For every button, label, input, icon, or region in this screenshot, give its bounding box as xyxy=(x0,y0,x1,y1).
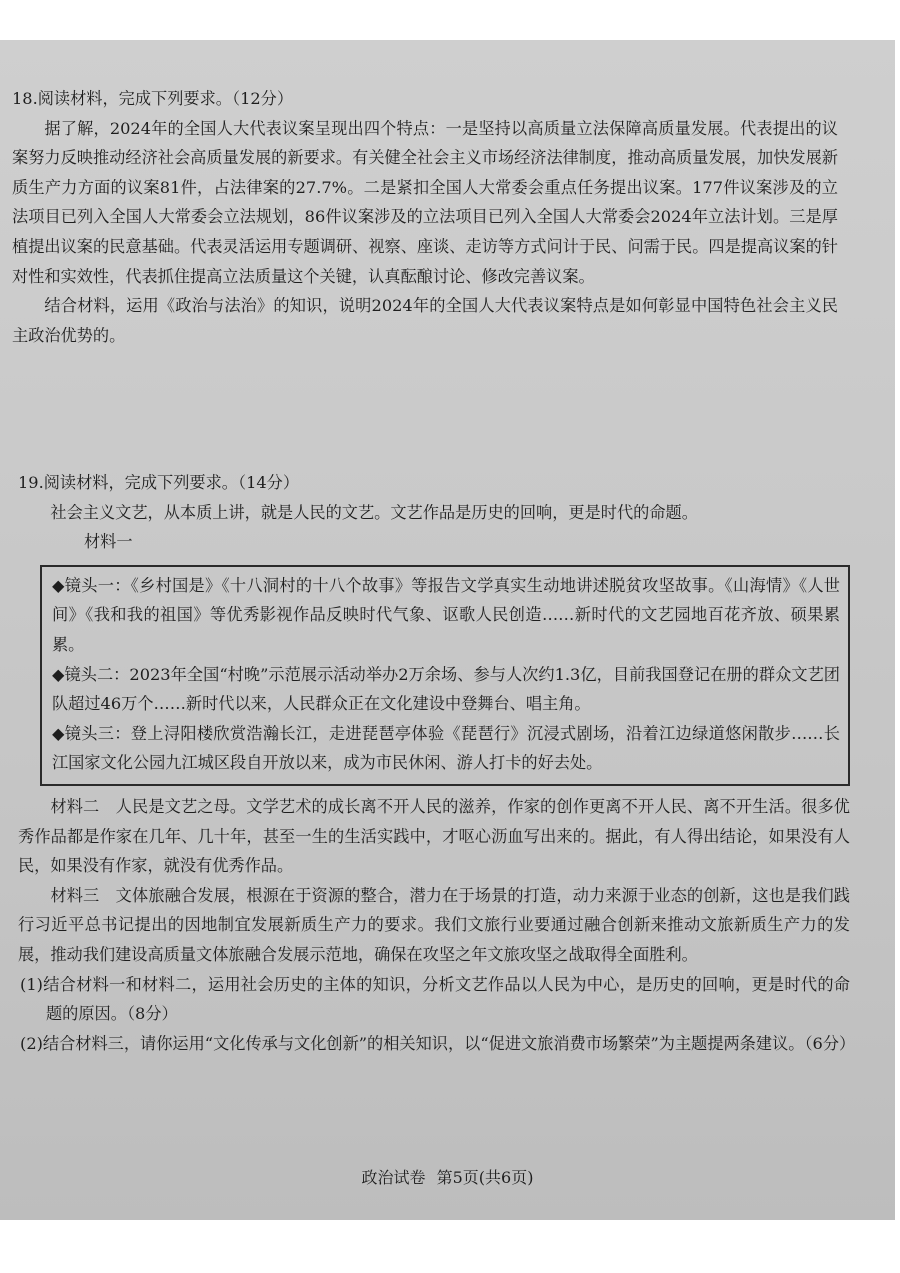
exam-page xyxy=(0,40,895,1220)
footer-page-number: 第5页(共6页) xyxy=(436,1168,534,1187)
sub-question-2: (2)结合材料三，请你运用“文化传承与文化创新”的相关知识，以“促进文旅消费市场繁荣”为主题提两条建议。（6分） xyxy=(20,1033,856,1053)
material-1-shot-2: ◆镜头二：2023年全国“村晚”示范展示活动举办2万余场、参与人次约1.3亿，目前我国登记在册的群众文艺团队超过46万个……新时代以来，人民群众正在文化建设中登舞台、唱主角。 xyxy=(52,664,840,714)
question-19-intro: 社会主义文艺，从本质上讲，就是人民的文艺。文艺作品是历史的回响，更是时代的命题。 xyxy=(50,502,698,522)
material-2: 材料二 人民是文艺之母。文学艺术的成长离不开人民的滋养，作家的创作更离不开人民、离不开生活。很多优秀作品都是作家在几年、几十年，甚至一生的生活实践中，才呕心沥血写出来的。据此，有人得出结论，如果没有人民，如果没有作家，就没有优秀作品。 xyxy=(18,796,850,876)
question-18-prompt: 结合材料，运用《政治与法治》的知识，说明2024年的全国人大代表议案特点是如何彰显中国特色社会主义民主政治优势的。 xyxy=(12,296,838,345)
page-footer xyxy=(0,1165,895,1188)
sub-question-1: (1)结合材料一和材料二，运用社会历史的主体的知识，分析文艺作品以人民为中心，是历史的回响，更是时代的命题的原因。（8分） xyxy=(20,974,850,1024)
footer-subject: 政治试卷 xyxy=(361,1168,426,1187)
question-18-heading: 18.阅读材料，完成下列要求。（12分） xyxy=(12,89,294,108)
question-19 xyxy=(18,468,856,1058)
material-1-label: 材料一 xyxy=(84,532,133,552)
question-19-heading: 19.阅读材料，完成下列要求。（14分） xyxy=(18,473,300,492)
material-1-box xyxy=(40,565,850,786)
question-18-material: 据了解，2024年的全国人大代表议案呈现出四个特点：一是坚持以高质量立法保障高质量发展。代表提出的议案努力反映推动经济社会高质量发展的新要求。有关健全社会主义市场经济法律制度，推动高质量发展，加快发展新质生产力方面的议案81件，占法律案的27.7%。二是紧扣全国人大常委会重点任务提出议案。177件议案涉及的立法项目已列入全国人大常委会立法规划，86件议案涉及的立法项目已列入全国人大常委会2024年立法计划。三是厚植提出议案的民意基础。代表灵活运用专题调研、视察、座谈、走访等方式问计于民、问需于民。四是提高议案的针对性和实效性，代表抓住提高立法质量这个关键，认真酝酿讨论、修改完善议案。 xyxy=(12,118,838,286)
question-18 xyxy=(12,84,838,350)
material-1-shot-3: ◆镜头三：登上浔阳楼欣赏浩瀚长江，走进琵琶亭体验《琵琶行》沉浸式剧场，沿着江边绿道悠闲散步……长江国家文化公园九江城区段自开放以来，成为市民休闲、游人打卡的好去处。 xyxy=(52,723,840,773)
material-3: 材料三 文体旅融合发展，根源在于资源的整合，潜力在于场景的打造，动力来源于业态的创新，这也是我们践行习近平总书记提出的因地制宜发展新质生产力的要求。我们文旅行业要通过融合创新来推动文旅新质生产力的发展，推动我们建设高质量文体旅融合发展示范地，确保在攻坚之年文旅攻坚之战取得全面胜利。 xyxy=(18,885,850,964)
material-1-shot-1: ◆镜头一：《乡村国是》《十八洞村的十八个故事》等报告文学真实生动地讲述脱贫攻坚故事。《山海情》《人世间》《我和我的祖国》等优秀影视作品反映时代气象、讴歌人民创造……新时代的文艺园地百花齐放、硕果累累。 xyxy=(52,575,840,654)
